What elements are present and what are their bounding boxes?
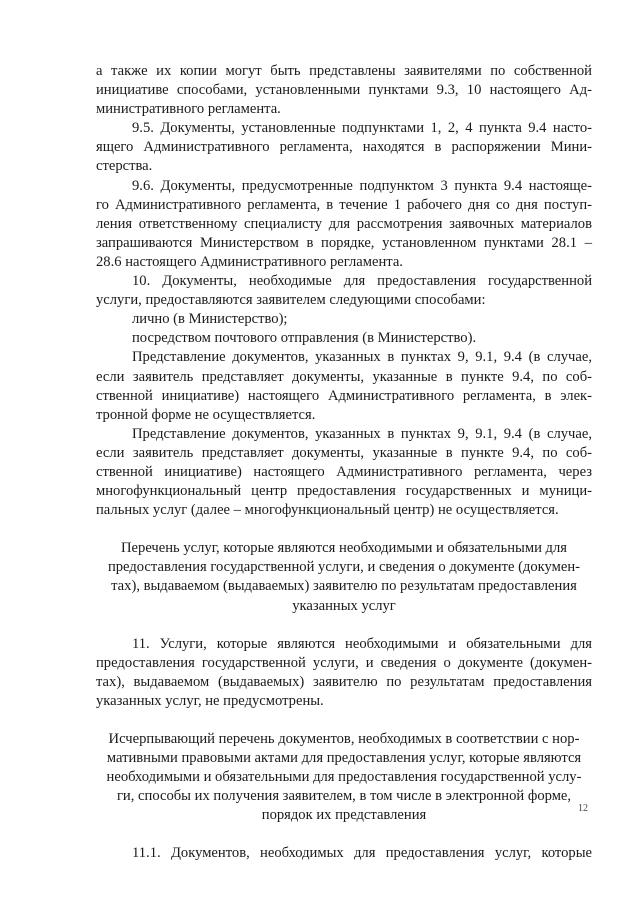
text-line: ящего Административного регламента, находятся в распоряжении Мини-	[96, 139, 592, 156]
method-by-post: посредством почтового отправления (в Министерство).	[132, 330, 477, 347]
text-line: 11. Услуги, которые являются необходимыми и обязательными для	[132, 635, 592, 652]
text-line: тронной форме не осуществляется.	[96, 406, 316, 423]
heading-line: необходимыми и обязательными для предоставления государственной услу-	[106, 769, 582, 786]
text-line: указанных услуг, не предусмотрены.	[96, 692, 324, 709]
paragraph-electronic-form	[96, 348, 592, 424]
paragraph-9-5	[96, 119, 592, 176]
heading-line: Исчерпывающий перечень документов, необходимых в соответствии с нор-	[108, 731, 580, 747]
text-line: предоставления государственной услуги, и сведения о документе (докумен-	[96, 654, 592, 671]
text-line: 9.6. Документы, предусмотренные подпунктом 3 пункта 9.4 настояще-	[132, 177, 592, 194]
heading-line: ги, способы их получения заявителем, в том числе в электронной форме,	[116, 788, 572, 805]
heading-line: мативными правовыми актами для предоставления услуг, которые являются	[106, 750, 582, 767]
paragraph-11-1	[96, 844, 592, 863]
text-line: услуги, предоставляются заявителем следующими способами:	[96, 292, 486, 309]
heading-line: указанных услуг	[292, 597, 396, 614]
text-line: 10. Документы, необходимые для предоставления государственной	[132, 273, 592, 290]
page-number: 12	[578, 803, 588, 814]
heading-line: предоставления государственной услуги, и сведения о документе (докумен-	[107, 559, 581, 576]
text-line: ственной инициативе) настоящего Административного регламента, через	[96, 463, 592, 480]
text-line: министративного регламента.	[96, 101, 281, 118]
text-line: а также их копии могут быть представлены заявителями по собственной	[96, 63, 592, 79]
text-line: 11.1. Документов, необходимых для предоставления услуг, которые	[132, 845, 592, 862]
heading-line: Перечень услуг, которые являются необходимыми и обязательными для	[121, 540, 567, 557]
text-line: го Административного регламента, в течение 1 рабочего дня со дня поступ-	[96, 196, 592, 213]
document-page	[96, 62, 592, 864]
paragraph-10	[96, 272, 592, 310]
paragraph-9-6	[96, 177, 592, 272]
text-line: ственной инициативе) настоящего Административного регламента, в элек-	[96, 387, 592, 404]
section-heading-documents-list	[96, 730, 592, 825]
heading-line: порядок их представления	[261, 807, 427, 824]
text-line: Представление документов, указанных в пунктах 9, 9.1, 9.4 (в случае,	[132, 425, 592, 442]
text-line: запрашиваются Министерством в порядке, установленном пунктами 28.1 –	[96, 234, 592, 251]
text-line: если заявитель представляет документы, указанные в пункте 9.4, по соб-	[96, 444, 592, 461]
text-line: пальных услуг (далее – многофункциональный центр) не осуществляется.	[96, 502, 559, 519]
paragraph-copies-submission	[96, 62, 592, 119]
paragraph-multifunctional-center	[96, 425, 592, 520]
heading-line: тах), выдаваемом (выдаваемых) заявителю по результатам предоставления	[111, 578, 577, 595]
method-in-person: лично (в Министерство);	[132, 311, 288, 328]
text-line: Представление документов, указанных в пунктах 9, 9.1, 9.4 (в случае,	[132, 349, 592, 366]
text-line: тах), выдаваемом (выдаваемых) заявителю по результатам предоставления	[96, 673, 592, 690]
text-line: ления ответственному специалисту для рассмотрения заявочных материалов	[96, 215, 592, 232]
section-heading-required-services	[96, 539, 592, 615]
text-line: 9.5. Документы, установленные подпунктами 1, 2, 4 пункта 9.4 насто-	[132, 120, 592, 137]
text-line: стерства.	[96, 158, 153, 175]
text-line: инициативе способами, установленными пунктами 9.3, 10 настоящего Ад-	[96, 82, 592, 99]
text-line: многофункциональный центр предоставления государственных и муници-	[96, 483, 592, 500]
paragraph-11	[96, 635, 592, 711]
text-line: 28.6 настоящего Административного регламента.	[96, 253, 403, 270]
text-line: если заявитель представляет документы, указанные в пункте 9.4, по соб-	[96, 368, 592, 385]
